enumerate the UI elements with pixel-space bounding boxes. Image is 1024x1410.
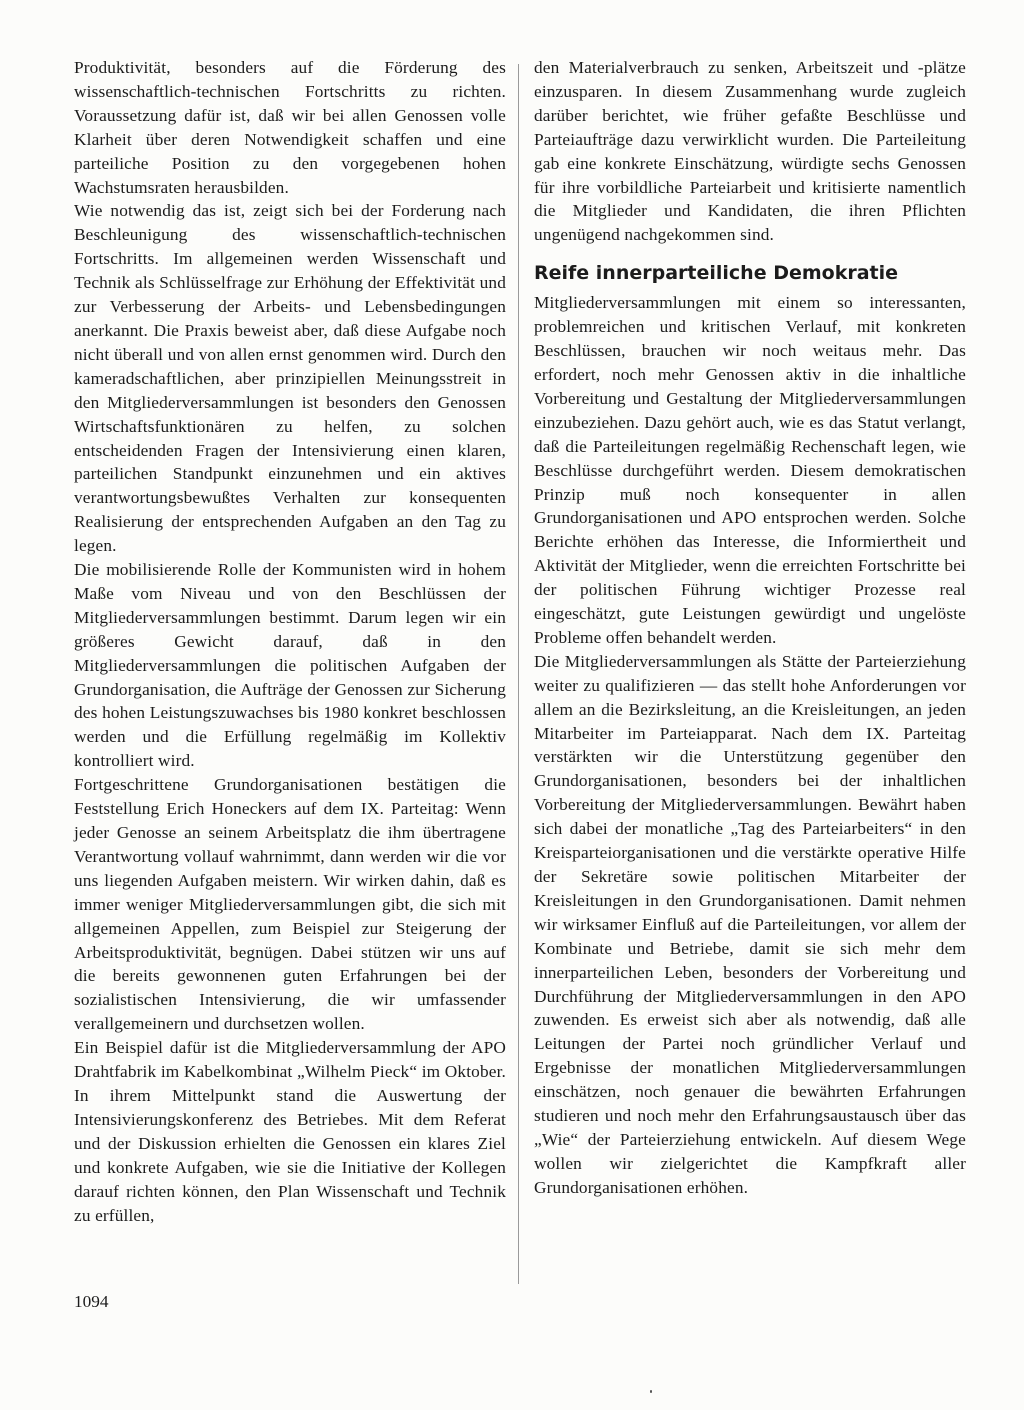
paragraph: Die Mitgliederversammlungen als Stätte der Parteierziehung weiter zu qualifizieren — das stellt hohe Anforderungen vor allem an die Bezirksleitung, an die Kreisleitungen, an jeden Mitarbeiter im Parteiapparat. Nach dem IX. Parteitag verstärkten wir die Unterstützung gegenüber den Grundorganisationen, besonders bei der inhaltlichen Vorbereitung der Mitgliederversammlungen. Bewährt haben sich dabei der monatliche „Tag des Parteiarbeiters“ in den Kreisparteiorganisationen und die verstärkte operative Hilfe der Sekretäre sowie politischen Mitarbeiter der Kreisleitungen in den Grundorganisationen. Damit nehmen wir wirksamer Einfluß auf die Parteileitungen, vor allem der Kombinate und Betriebe, damit sie sich mehr dem innerparteilichen Leben, besonders der Vorbereitung und Durchführung der Mitgliederversammlungen in den APO zuwenden. Es erweist sich aber als notwendig, daß alle Leitungen der Partei noch gründlicher Verlauf und Ergebnisse der monatlichen Mitgliederversammlungen einschätzen, noch genauer die bewährten Erfahrungen studieren und noch mehr den Erfahrungsaustausch über das „Wie“ der Parteierziehung entwickeln. Auf diesem Wege wollen wir zielgerichtet die Kampfkraft aller Grundorganisationen erhöhen. — [534, 651, 966, 1197]
paragraph: Produktivität, besonders auf die Förderung des wissenschaftlich-technischen Fortschritts zu richten. Voraussetzung dafür ist, daß wir bei allen Genossen volle Klarheit über deren Notwendigkeit schaffen und eine parteiliche Position zu den vorgegebenen hohen Wachstumsraten herausbilden. — [74, 58, 506, 197]
paragraph: Ein Beispiel dafür ist die Mitgliederversammlung der APO Drahtfabrik im Kabelkombinat „Wilhelm Pieck“ im Oktober. In ihrem Mittelpunkt stand die Auswertung der Intensivierungskonferenz des Betriebes. Mit dem Referat und der Diskussion erhielten die Genossen ein klares Ziel und konkrete Aufgaben, wie sie die Initiative der Kollegen darauf richten können, den Plan Wissenschaft und Technik zu erfüllen, — [74, 1038, 506, 1225]
column-divider — [518, 64, 519, 1284]
paragraph: den Materialverbrauch zu senken, Arbeitszeit und -plätze einzusparen. In diesem Zusammenhang wurde zugleich darüber berichtet, wie früher gefaßte Beschlüsse und Parteiaufträge dazu verwirklicht wurden. Die Parteileitung gab eine konkrete Einschätzung, würdigte sechs Genossen für ihre vorbildliche Parteiarbeit und kritisierte namentlich die Mitglieder und Kandidaten, die ihren Pflichten ungenügend nachgekommen sind. — [534, 58, 966, 245]
paragraph: Fortgeschrittene Grundorganisationen bestätigen die Feststellung Erich Honeckers auf dem IX. Parteitag: Wenn jeder Genosse an seinem Arbeitsplatz die ihm übertragene Verantwortung vollauf wahrnimmt, dann werden wir die vor uns liegenden Aufgaben meistern. Wir wirken dahin, daß es immer weniger Mitgliederversammlungen gibt, die sich mit allgemeinen Appellen, zum Beispiel zur Steigerung der Arbeitsproduktivität, begnügen. Dabei stützen wir uns auf die bereits gewonnenen guten Erfahrungen bei der sozialistischen Intensivierung, die wir umfassender verallgemeinern und durchsetzen wollen. — [74, 775, 506, 1034]
print-speck — [650, 1390, 652, 1393]
right-column — [534, 56, 966, 1200]
paragraph: Die mobilisierende Rolle der Kommunisten wird in hohem Maße vom Niveau und von den Beschlüssen der Mitgliederversammlungen bestimmt. Darum legen wir ein größeres Gewicht darauf, daß in den Mitgliederversammlungen die politischen Aufgaben der Grundorganisation, die Aufträge der Genossen zur Sicherung des hohen Leistungszuwachses bis 1980 konkret beschlossen werden und die Erfüllung regelmäßig im Kollektiv kontrolliert wird. — [74, 560, 506, 771]
section-heading: Reife innerparteiliche Demokratie — [534, 262, 899, 285]
page-number: 1094 — [74, 1292, 109, 1311]
paragraph: Wie notwendig das ist, zeigt sich bei der Forderung nach Beschleunigung des wissenschaftlich-technischen Fortschritts. Im allgemeinen werden Wissenschaft und Technik als Schlüsselfrage zur Erhöhung der Effektivität und zur Verbesserung der Arbeits- und Lebensbedingungen anerkannt. Die Praxis beweist aber, daß diese Aufgabe noch nicht überall und von allen ernst genommen wird. Durch den kameradschaftlichen, aber prinzipiellen Meinungsstreit in den Mitgliederversammlungen ist besonders den Genossen Wirtschaftsfunktionären zu helfen, zu solchen entscheidenden Fragen der Intensivierung einen klaren, parteilichen Standpunkt einzunehmen und ein aktives verantwortungsbewußtes Verhalten zur konsequenten Realisierung der entsprechenden Aufgaben an den Tag zu legen. — [74, 201, 506, 556]
paragraph: Mitgliederversammlungen mit einem so interessanten, problemreichen und kritischen Verlauf, mit konkreten Beschlüssen, brauchen wir noch weitaus mehr. Das erfordert, noch mehr Genossen aktiv in die inhaltliche Vorbereitung und Gestaltung der Mitgliederversammlungen einzubeziehen. Dazu gehört auch, wie es das Statut verlangt, daß die Parteileitungen regelmäßig Rechenschaft legen, wie Beschlüsse durchgeführt werden. Diesem demokratischen Prinzip muß noch konsequenter in allen Grundorganisationen und APO entsprochen werden. Solche Berichte erhöhen das Interesse, die Informiertheit und Aktivität der Mitglieder, wenn die erreichten Fortschritte bei der politischen Führung wichtiger Prozesse real eingeschätzt, gute Leistungen gewürdigt und ungelöste Probleme offen behandelt werden. — [534, 293, 966, 647]
left-column — [74, 56, 506, 1227]
